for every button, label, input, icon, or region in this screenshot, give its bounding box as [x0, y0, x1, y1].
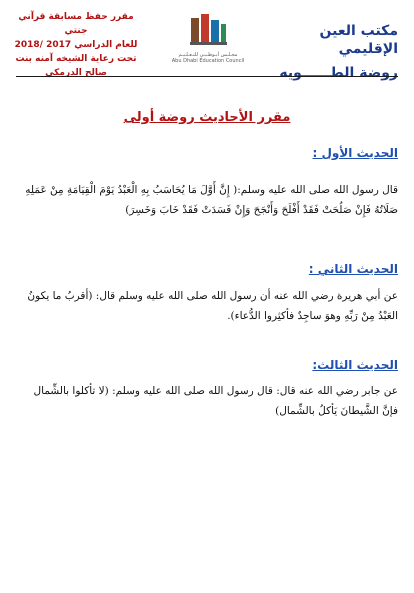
- adec-logo: [168, 12, 248, 72]
- office-name: مكتب العين الإقليمي: [319, 23, 398, 57]
- hadith-3-heading: الحديث الثالث:: [312, 358, 398, 372]
- competition-name: مقرر حفظ مسابقة قرآني جنتي: [18, 12, 134, 36]
- header-divider: [16, 76, 398, 77]
- hadith-1-text: قال رسول الله صلى الله عليه وسلم:( إِنَّ أَوَّلَ مَا يُحَاسَبُ بِهِ الْعَبْدُ يَوْمَ الْقِيَامَةِ مِنْ عَمَلِهِ صَلَاتُهُ فَإِنْ صَلُحَتْ فَقَدْ أَفْلَحَ وَأَنْجَحَ وَإِنْ فَسَدَتْ فَقَدْ خَابَ وَخَسِرَ): [25, 184, 398, 216]
- logo-caption-english: Abu Dhabi Education Council: [171, 58, 245, 64]
- header-office-block: [268, 22, 398, 82]
- hadith-2-text: عن أبي هريرة رضي الله عنه أن رسول الله صلى الله عليه وسلم قال: (أقربُ ما يكونُ العَبْدُ مِنْ رَبِّهِ وهوَ ساجِدٌ فأكثِروا الدُّعاء).: [27, 290, 398, 322]
- header-competition-block: [6, 10, 146, 80]
- academic-year: للعام الدراسي 2017 /2018: [14, 40, 138, 50]
- sponsor-line: تحت رعاية الشيخه آمنه بنت صالح الدرمكي: [15, 54, 137, 78]
- logo-caption-arabic: مجـلـس أبـوظـبـي للتـعـلـيـم: [178, 52, 238, 58]
- hadith-2-heading: الحديث الثاني :: [308, 262, 398, 276]
- adec-logo-icon: [188, 12, 228, 48]
- hadith-3-text: عن جابر رضي الله عنه قال: قال رسول الله صلى الله عليه وسلم: (لا تأكلوا بالشِّمال فإنَّ الشَّيطانَ يَأكلُ بالشِّمال): [33, 385, 398, 417]
- document-title: مقرر الأحاديث روضة أولى: [123, 110, 291, 125]
- kindergarten-name: روضة الطــــــويه: [279, 65, 398, 81]
- hadith-1-heading: الحديث الأول :: [312, 146, 398, 160]
